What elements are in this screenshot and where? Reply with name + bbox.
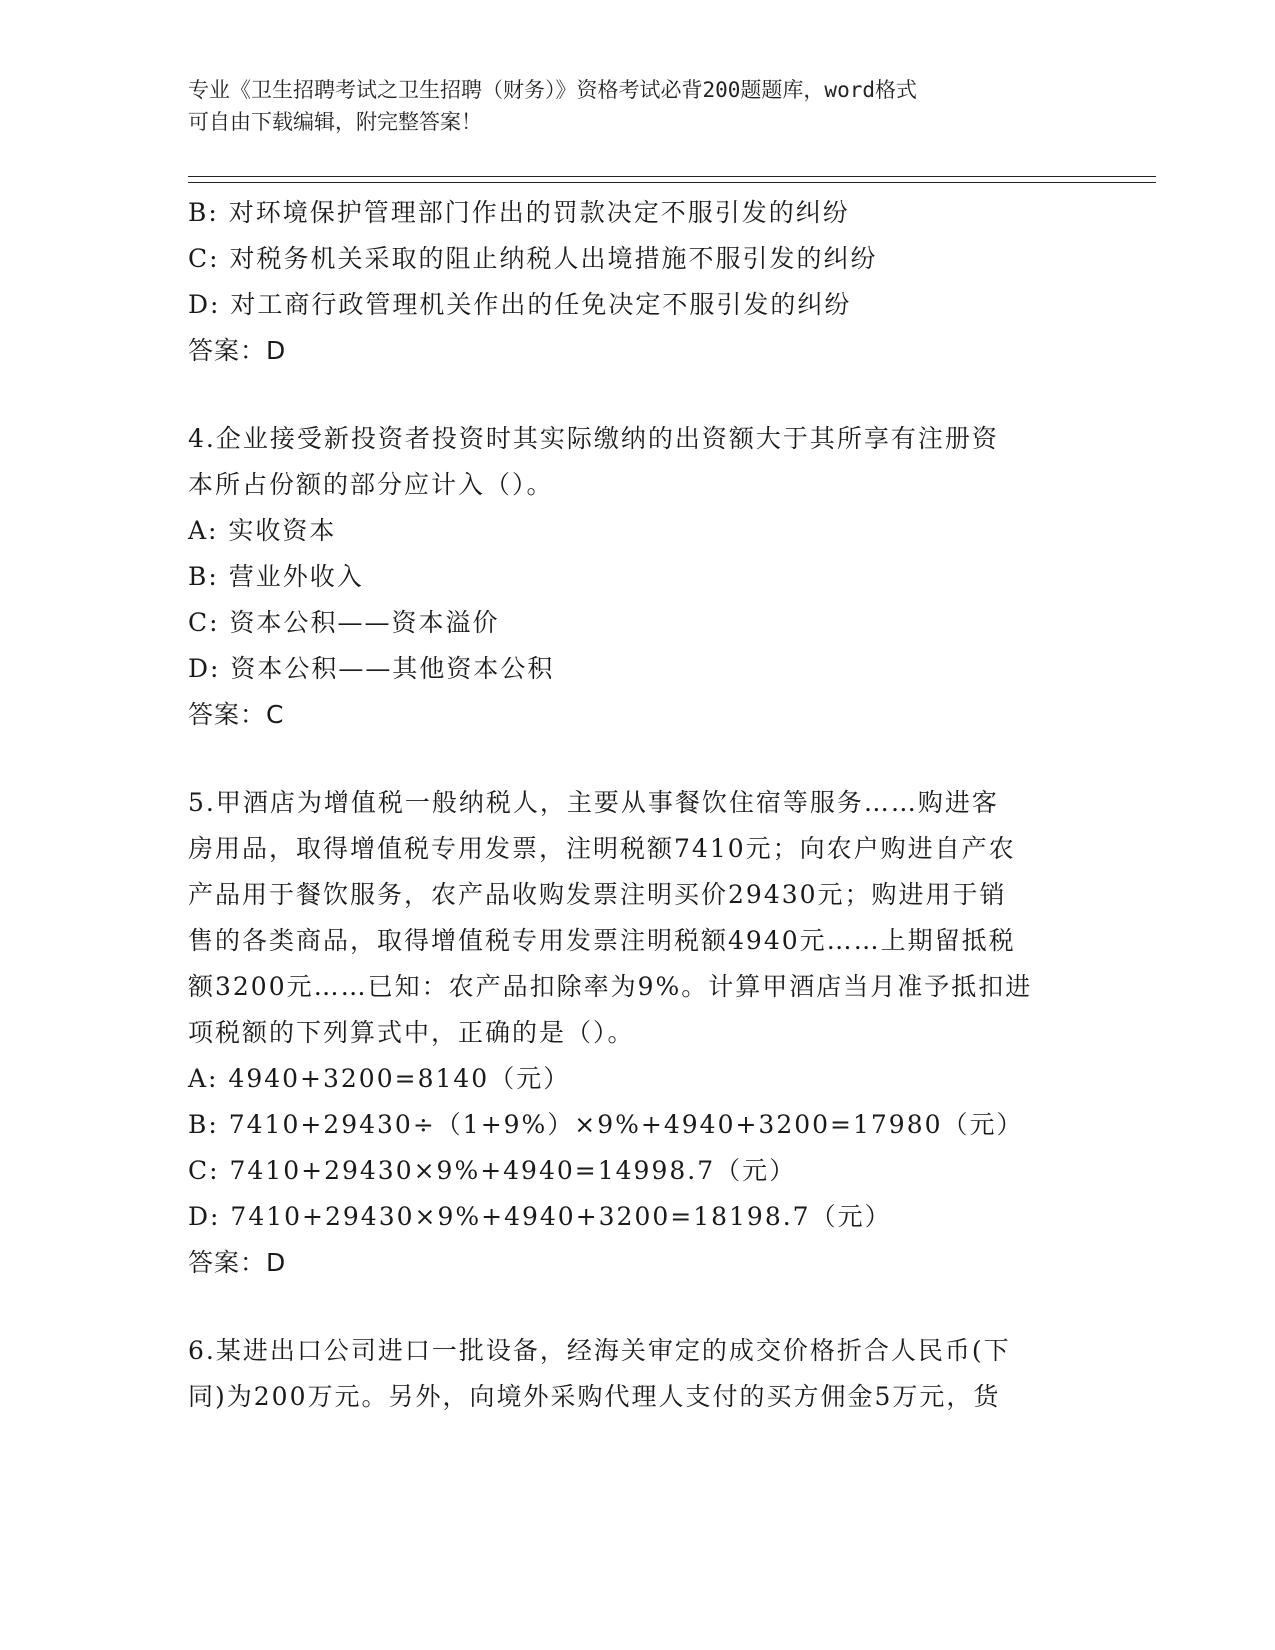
q5-stem-line-4: 售的各类商品，取得增值税专用发票注明税额4940元……上期留抵税 [188, 926, 1016, 955]
header-title-line-1: 专业《卫生招聘考试之卫生招聘（财务）》资格考试必背200题题库，word格式 [188, 78, 917, 102]
q4-option-c: C: 资本公积——资本溢价 [188, 608, 500, 637]
q4-stem-line-1: 4.企业接受新投资者投资时其实际缴纳的出资额大于其所享有注册资 [188, 424, 999, 453]
document-header [188, 74, 1088, 138]
q4-answer: 答案：C [188, 700, 285, 729]
q5-stem-line-1: 5.甲酒店为增值税一般纳税人，主要从事餐饮住宿等服务……购进客 [188, 788, 999, 817]
header-title-line-2: 可自由下载编辑，附完整答案！ [188, 110, 482, 134]
q4-stem-line-2: 本所占份额的部分应计入（）。 [188, 470, 554, 499]
q4-option-b: B: 营业外收入 [188, 562, 364, 591]
header-rule-top [188, 176, 1156, 177]
question-4 [188, 416, 1088, 738]
q5-stem-line-6: 项税额的下列算式中，正确的是（）。 [188, 1018, 635, 1047]
header-rule-bottom [188, 182, 1156, 183]
q4-option-a: A: 实收资本 [188, 516, 337, 545]
spacer [188, 738, 1088, 780]
q5-option-b: B: 7410+29430÷（1+9%）×9%+4940+3200=17980（元） [188, 1110, 1024, 1139]
q5-option-a: A: 4940+3200=8140（元） [188, 1064, 571, 1093]
q3-option-c: C: 对税务机关采取的阻止纳税人出境措施不服引发的纠纷 [188, 244, 878, 273]
spacer [188, 374, 1088, 416]
q6-stem-line-2: 同)为200万元。另外，向境外采购代理人支付的买方佣金5万元，货 [188, 1382, 1001, 1411]
q3-option-d: D: 对工商行政管理机关作出的任免决定不服引发的纠纷 [188, 290, 852, 319]
q5-stem-line-2: 房用品，取得增值税专用发票，注明税额7410元；向农户购进自产农 [188, 834, 1016, 863]
question-3 [188, 190, 1088, 374]
q6-stem-line-1: 6.某进出口公司进口一批设备，经海关审定的成交价格折合人民币(下 [188, 1336, 1011, 1365]
question-5 [188, 780, 1088, 1286]
q5-option-c: C: 7410+29430×9%+4940=14998.7（元） [188, 1156, 797, 1185]
q5-stem-line-3: 产品用于餐饮服务，农产品收购发票注明买价29430元；购进用于销 [188, 880, 1007, 909]
spacer [188, 1286, 1088, 1328]
question-content [188, 190, 1088, 1420]
q4-option-d: D: 资本公积——其他资本公积 [188, 654, 555, 683]
q3-option-b: B: 对环境保护管理部门作出的罚款决定不服引发的纠纷 [188, 198, 850, 227]
q5-option-d: D: 7410+29430×9%+4940+3200=18198.7（元） [188, 1202, 892, 1231]
question-6 [188, 1328, 1088, 1420]
q5-stem-line-5: 额3200元……已知：农产品扣除率为9%。计算甲酒店当月准予抵扣进 [188, 972, 1033, 1001]
q3-answer: 答案：D [188, 336, 287, 365]
q5-answer: 答案：D [188, 1248, 287, 1277]
